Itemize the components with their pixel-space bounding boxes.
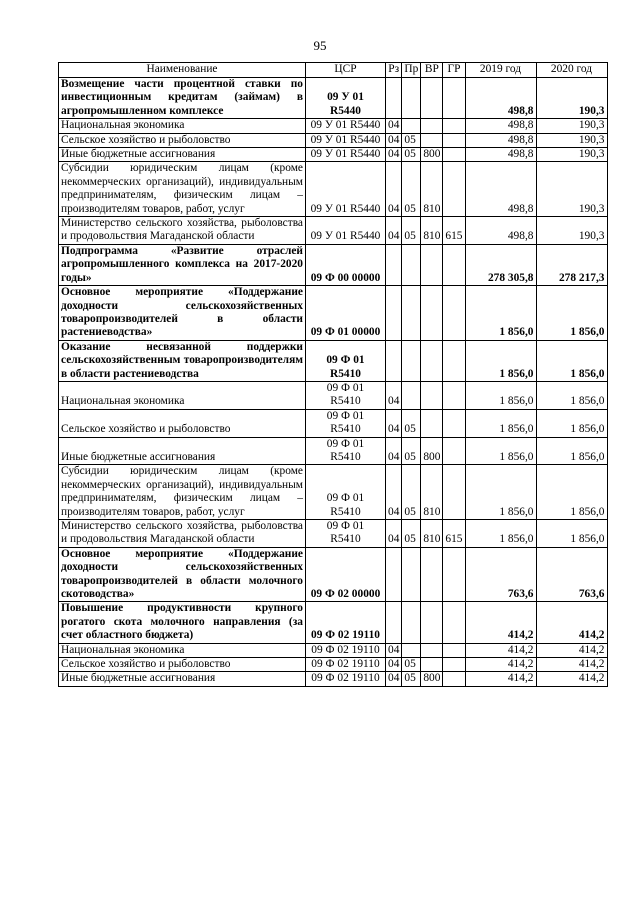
row-csr: 09 Ф 02 19110 [306,643,386,657]
row-2019: 498,8 [465,78,536,119]
row-name: Национальная экономика [59,381,306,409]
row-pr: 05 [402,465,421,520]
row-2019: 1 856,0 [465,340,536,381]
row-name: Иные бюджетные ассигнования [59,148,306,162]
row-2019: 498,8 [465,162,536,217]
table-row [59,465,608,520]
row-pr [402,286,421,341]
row-csr: 09 Ф 01 R5410 [306,437,386,465]
row-gr [443,78,465,119]
row-name: Сельское хозяйство и рыболовство [59,409,306,437]
row-vr [421,547,443,602]
row-gr [443,672,465,686]
row-gr [443,340,465,381]
row-csr: 09 Ф 02 19110 [306,658,386,672]
row-2019: 498,8 [465,217,536,245]
row-vr: 810 [421,465,443,520]
row-gr [443,162,465,217]
row-vr [421,78,443,119]
header-gr: ГР [443,63,465,78]
row-2020: 1 856,0 [536,340,607,381]
row-pr: 05 [402,409,421,437]
row-pr [402,643,421,657]
row-name: Национальная экономика [59,643,306,657]
row-gr [443,381,465,409]
row-2020: 1 856,0 [536,409,607,437]
row-2020: 190,3 [536,148,607,162]
table-row [59,672,608,686]
row-vr [421,643,443,657]
row-vr [421,658,443,672]
row-pr [402,244,421,285]
row-name: Подпрограмма «Развитие отраслей агропромышленного комплекса на 2017-2020 годы» [59,244,306,285]
row-gr [443,658,465,672]
row-pr [402,78,421,119]
row-2020: 414,2 [536,672,607,686]
table-row [59,340,608,381]
row-csr: 09 Ф 01 00000 [306,286,386,341]
row-pr [402,602,421,643]
row-csr: 09 Ф 01 R5410 [306,381,386,409]
row-rz: 04 [386,133,402,147]
row-rz: 04 [386,381,402,409]
row-rz: 04 [386,520,402,548]
row-csr: 09 Ф 01 R5410 [306,409,386,437]
header-vr: ВР [421,63,443,78]
row-vr [421,119,443,133]
table-row [59,78,608,119]
row-rz: 04 [386,409,402,437]
row-2019: 414,2 [465,602,536,643]
table-row [59,244,608,285]
row-name: Сельское хозяйство и рыболовство [59,133,306,147]
row-2019: 498,8 [465,133,536,147]
row-csr: 09 Ф 02 19110 [306,672,386,686]
row-gr: 615 [443,520,465,548]
table-row [59,602,608,643]
row-rz: 04 [386,148,402,162]
table-row [59,133,608,147]
table-row [59,547,608,602]
table-row [59,658,608,672]
row-2020: 414,2 [536,602,607,643]
header-2020: 2020 год [536,63,607,78]
row-pr: 05 [402,672,421,686]
row-vr [421,409,443,437]
row-pr [402,381,421,409]
row-gr [443,465,465,520]
table-row [59,286,608,341]
row-rz [386,286,402,341]
table-row [59,381,608,409]
row-csr: 09 У 01 R5440 [306,78,386,119]
row-pr: 05 [402,162,421,217]
row-rz: 04 [386,162,402,217]
row-vr [421,244,443,285]
row-rz [386,547,402,602]
header-name: Наименование [59,63,306,78]
row-2019: 498,8 [465,148,536,162]
row-2019: 1 856,0 [465,381,536,409]
row-pr [402,547,421,602]
row-name: Основное мероприятие «Поддержание доходности сельскохозяйственных товаропроизводителей в области растениеводства» [59,286,306,341]
row-2020: 414,2 [536,658,607,672]
row-2020: 1 856,0 [536,520,607,548]
row-pr: 05 [402,133,421,147]
row-gr: 615 [443,217,465,245]
row-csr: 09 Ф 00 00000 [306,244,386,285]
row-pr: 05 [402,520,421,548]
table-row [59,643,608,657]
row-vr: 810 [421,162,443,217]
row-2020: 1 856,0 [536,465,607,520]
row-rz [386,244,402,285]
row-gr [443,547,465,602]
row-pr [402,340,421,381]
row-pr [402,119,421,133]
row-name: Оказание несвязанной поддержки сельскохозяйственным товаропроизводителям в области растениеводства [59,340,306,381]
row-2019: 1 856,0 [465,409,536,437]
row-rz [386,340,402,381]
row-name: Основное мероприятие «Поддержание доходности сельскохозяйственных товаропроизводителей в области молочного скотоводства» [59,547,306,602]
row-name: Повышение продуктивности крупного рогатого скота молочного направления (за счет областного бюджета) [59,602,306,643]
row-rz [386,602,402,643]
row-name: Сельское хозяйство и рыболовство [59,658,306,672]
row-2020: 190,3 [536,119,607,133]
header-pr: Пр [402,63,421,78]
row-pr: 05 [402,217,421,245]
row-2020: 1 856,0 [536,286,607,341]
row-vr: 800 [421,148,443,162]
row-2020: 278 217,3 [536,244,607,285]
row-csr: 09 Ф 02 00000 [306,547,386,602]
row-rz: 04 [386,437,402,465]
row-gr [443,133,465,147]
row-rz: 04 [386,672,402,686]
row-name: Субсидии юридическим лицам (кроме некоммерческих организаций), индивидуальным предпринимателям, физическим лицам – производителям товаров, работ, услуг [59,465,306,520]
row-rz: 04 [386,658,402,672]
row-name: Министерство сельского хозяйства, рыболовства и продовольствия Магаданской области [59,217,306,245]
row-rz: 04 [386,465,402,520]
row-vr [421,133,443,147]
row-2019: 414,2 [465,658,536,672]
row-gr [443,602,465,643]
row-vr [421,381,443,409]
row-csr: 09 У 01 R5440 [306,217,386,245]
row-vr [421,602,443,643]
row-2020: 763,6 [536,547,607,602]
table-row [59,148,608,162]
table-row [59,520,608,548]
row-name: Иные бюджетные ассигнования [59,672,306,686]
row-csr: 09 У 01 R5440 [306,119,386,133]
table-row [59,162,608,217]
row-2019: 414,2 [465,643,536,657]
row-rz: 04 [386,119,402,133]
row-2020: 190,3 [536,162,607,217]
table-row [59,437,608,465]
header-csr: ЦСР [306,63,386,78]
row-vr [421,286,443,341]
row-2019: 278 305,8 [465,244,536,285]
row-name: Иные бюджетные ассигнования [59,437,306,465]
row-vr: 800 [421,437,443,465]
row-gr [443,244,465,285]
budget-table [58,62,608,687]
row-csr: 09 У 01 R5440 [306,133,386,147]
row-2019: 414,2 [465,672,536,686]
row-csr: 09 Ф 01 R5410 [306,465,386,520]
row-2019: 1 856,0 [465,437,536,465]
row-name: Национальная экономика [59,119,306,133]
row-2020: 1 856,0 [536,381,607,409]
row-2020: 190,3 [536,78,607,119]
row-name: Субсидии юридическим лицам (кроме некоммерческих организаций), индивидуальным предпринимателям, физическим лицам – производителям товаров, работ, услуг [59,162,306,217]
row-vr: 810 [421,520,443,548]
table-header-row [59,63,608,78]
row-csr: 09 Ф 01 R5410 [306,340,386,381]
row-gr [443,119,465,133]
row-csr: 09 Ф 02 19110 [306,602,386,643]
page-number: 95 [313,38,327,53]
row-rz [386,78,402,119]
row-gr [443,409,465,437]
row-2019: 1 856,0 [465,520,536,548]
row-2020: 414,2 [536,643,607,657]
table-row [59,409,608,437]
row-gr [443,437,465,465]
row-vr [421,340,443,381]
table-row [59,217,608,245]
row-csr: 09 Ф 01 R5410 [306,520,386,548]
row-2019: 1 856,0 [465,286,536,341]
row-pr: 05 [402,437,421,465]
header-2019: 2019 год [465,63,536,78]
row-gr [443,286,465,341]
row-vr: 800 [421,672,443,686]
row-2019: 498,8 [465,119,536,133]
row-csr: 09 У 01 R5440 [306,148,386,162]
row-csr: 09 У 01 R5440 [306,162,386,217]
header-rz: Рз [386,63,402,78]
row-gr [443,643,465,657]
row-2019: 763,6 [465,547,536,602]
row-2020: 190,3 [536,217,607,245]
row-2020: 1 856,0 [536,437,607,465]
row-pr: 05 [402,148,421,162]
table-row [59,119,608,133]
row-2019: 1 856,0 [465,465,536,520]
row-pr: 05 [402,658,421,672]
row-rz: 04 [386,217,402,245]
row-gr [443,148,465,162]
row-name: Возмещение части процентной ставки по инвестиционным кредитам (займам) в агропромышленном комплексе [59,78,306,119]
row-vr: 810 [421,217,443,245]
row-name: Министерство сельского хозяйства, рыболовства и продовольствия Магаданской области [59,520,306,548]
row-2020: 190,3 [536,133,607,147]
row-rz: 04 [386,643,402,657]
